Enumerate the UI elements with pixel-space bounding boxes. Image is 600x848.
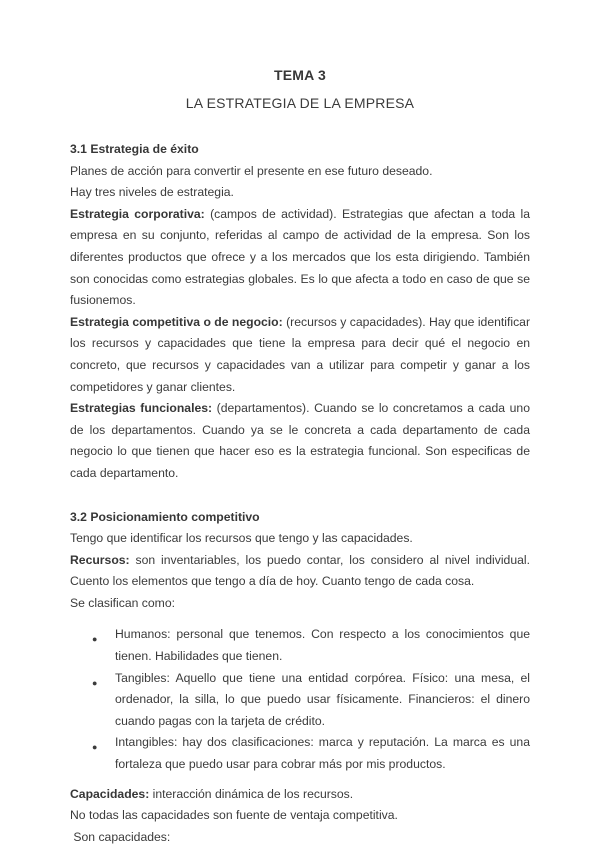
bullet-icon: ● [92, 677, 98, 688]
paragraph-tres-niveles: Hay tres niveles de estrategia. [70, 185, 234, 200]
bullet-icon: ● [92, 742, 98, 753]
list-item-text: Humanos: personal que tenemos. Con respecto a los conocimientos que tienen. Habilidades que tienen. [115, 627, 530, 664]
section-3-1-heading: 3.1 Estrategia de éxito [70, 142, 199, 156]
section-3-2-heading: 3.2 Posicionamiento competitivo [70, 509, 260, 524]
doc-title: TEMA 3 [273, 67, 327, 83]
paragraph-estrategia-competitiva [70, 312, 530, 398]
section-estrategia-de-exito [70, 139, 530, 485]
recursos-bullet-list [70, 624, 530, 775]
list-item-intangibles [92, 732, 530, 775]
doc-subtitle: LA ESTRATEGIA DE LA EMPRESA [185, 95, 415, 111]
paragraph-capacidades [70, 784, 530, 806]
list-item-text: Intangibles: hay dos clasificaciones: marca y reputación. La marca es una fortaleza que puedo usar para cobrar más por mis productos. [115, 735, 530, 772]
list-item-tangibles [92, 668, 530, 733]
paragraph-lead-recursos: Recursos: [70, 552, 130, 567]
paragraph-lead-capacidades: Capacidades: [70, 786, 150, 801]
paragraph-se-clasifican: Se clasifican como: [70, 595, 175, 610]
paragraph-text-recursos: son inventariables, los puedo contar, los considero al nivel individual. Cuento los elementos que tengo a día de hoy. Cuanto tengo de cada cosa. [70, 552, 530, 589]
paragraph-lead-funcionales: Estrategias funcionales: [70, 401, 213, 416]
paragraph-text-competitiva: (recursos y capacidades). Hay que identificar los recursos y capacidades que tiene la empresa para decir qué el negocio en concreto, que recursos y capacidades van a utilizar para competir y ganar a los competidores y ganar clientes. [70, 314, 531, 394]
paragraph-text-corporativa: (campos de actividad). Estrategias que afectan a toda la empresa en su conjunto, referidas al campo de actividad de la empresa. Son los diferentes productos que ofrece y a los mercados que los esta dirigiendo. También son conocidas como estrategias globales. Es lo que afecta a todo en caso de que se fusionemos. [70, 206, 530, 308]
paragraph-text-capacidades: interacción dinámica de los recursos. [149, 786, 354, 801]
paragraph-text-funcionales: (departamentos). Cuando se lo concretamos a cada uno de los departamentos. Cuando ya se le concreta a cada departamento de cada negocio lo que tienen que hacer eso es la estrategia funcional. Son especificas de cada departamento. [70, 401, 530, 480]
paragraph-lead-corporativa: Estrategia corporativa: [70, 206, 205, 221]
paragraph-planes-de-accion: Planes de acción para convertir el presente en ese futuro deseado. [70, 163, 433, 178]
paragraph-lead-competitiva: Estrategia competitiva o de negocio: [70, 314, 283, 329]
list-item-text: Tangibles: Aquello que tiene una entidad corpórea. Físico: una mesa, el ordenador, la silla, lo que puedo usar físicamente. Financieros: el dinero cuando pagas con la tarjeta de crédito. [115, 670, 530, 728]
list-item-humanos [92, 624, 530, 667]
paragraph-son-capacidades: Son capacidades: [70, 829, 171, 844]
paragraph-no-todas: No todas las capacidades son fuente de ventaja competitiva. [70, 808, 398, 823]
paragraph-recursos [70, 550, 530, 593]
bullet-icon: ● [92, 634, 98, 645]
paragraph-identificar-recursos: Tengo que identificar los recursos que tengo y las capacidades. [70, 531, 413, 546]
section-posicionamiento-competitivo [70, 507, 530, 848]
paragraph-estrategia-corporativa [70, 204, 530, 312]
paragraph-estrategias-funcionales [70, 398, 530, 484]
